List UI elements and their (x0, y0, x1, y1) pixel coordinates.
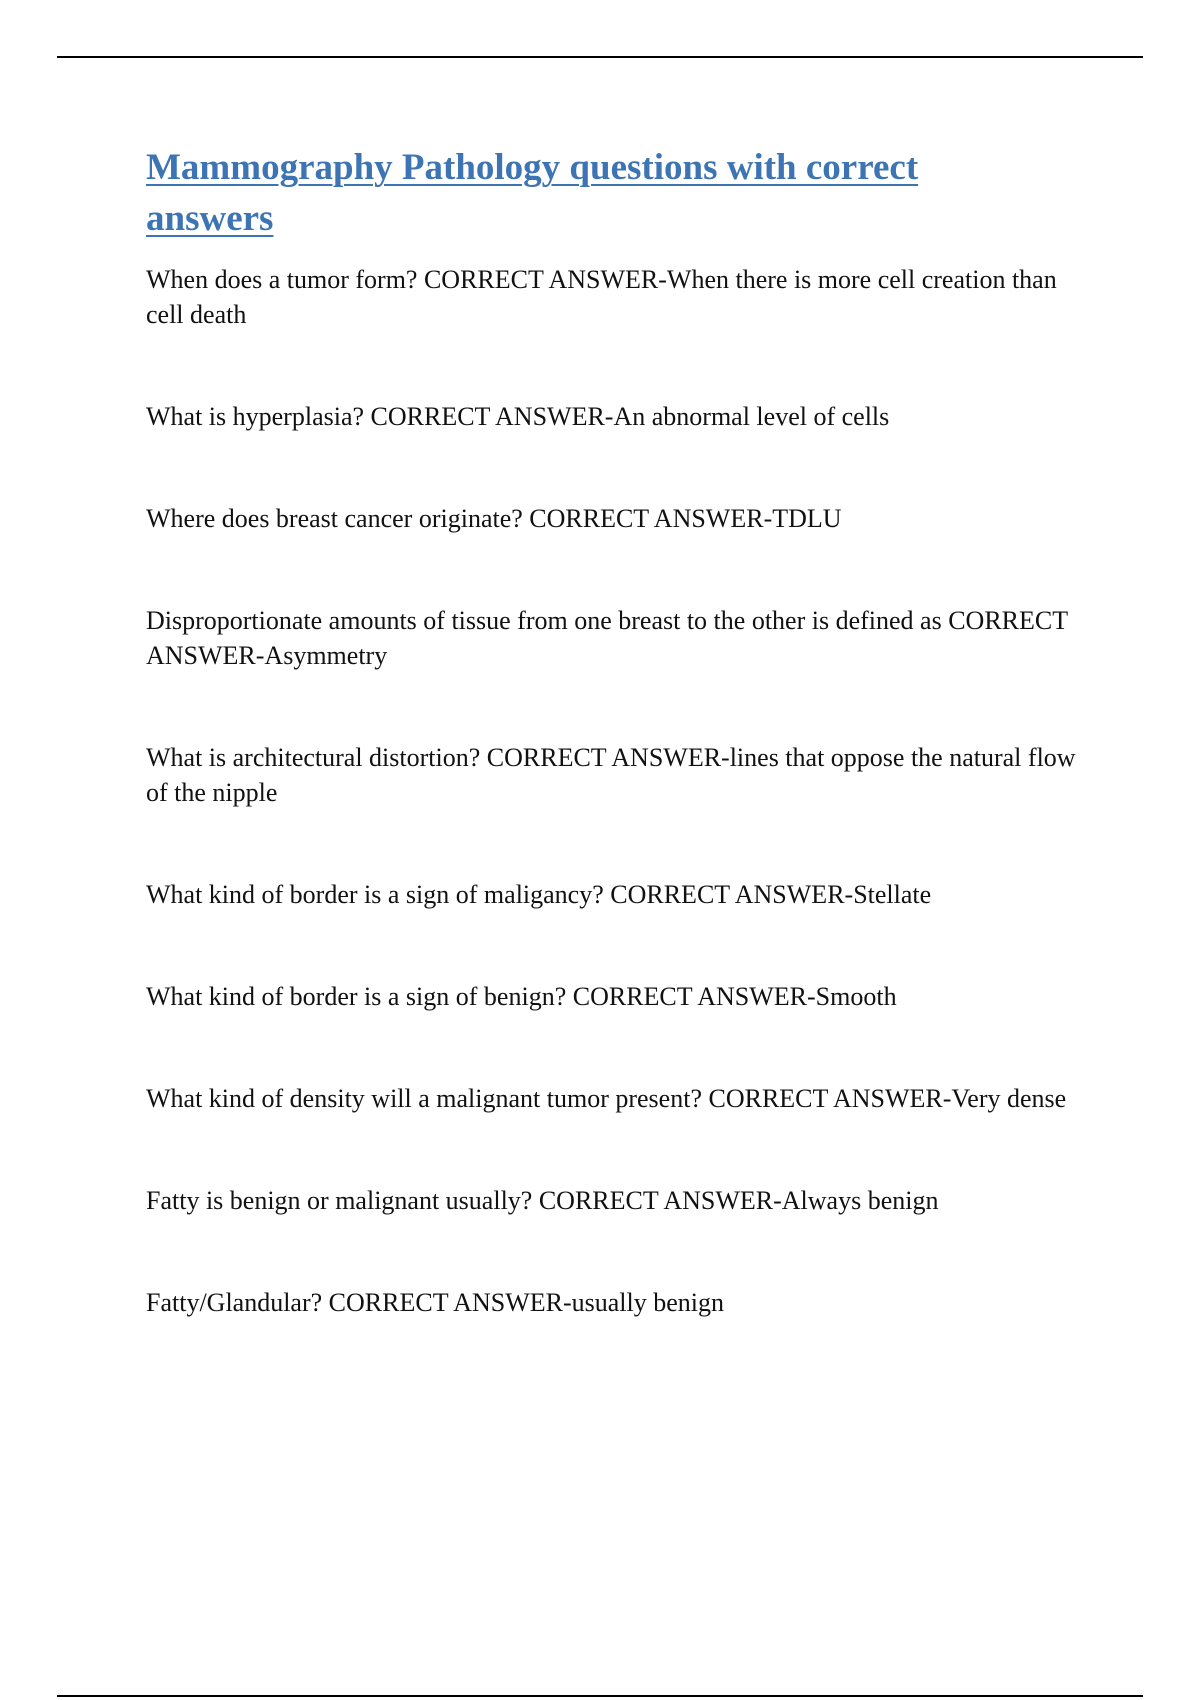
document-body (146, 142, 1096, 1320)
qa-item-10: Fatty/Glandular? CORRECT ANSWER-usually benign (146, 1288, 724, 1317)
qa-item-1: When does a tumor form? CORRECT ANSWER-When there is more cell creation than cell death (146, 265, 1057, 329)
footer-rule (57, 1695, 1143, 1697)
qa-item-4: Disproportionate amounts of tissue from one breast to the other is defined as CORRECT ANSWER-Asymmetry (146, 606, 1068, 670)
qa-list (146, 262, 1096, 1320)
qa-item-7: What kind of border is a sign of benign? CORRECT ANSWER-Smooth (146, 982, 897, 1011)
document-title: Mammography Pathology questions with correct answers (146, 147, 919, 239)
qa-item-3: Where does breast cancer originate? CORRECT ANSWER-TDLU (146, 504, 842, 533)
qa-item-6: What kind of border is a sign of maligancy? CORRECT ANSWER-Stellate (146, 880, 932, 909)
qa-item-8: What kind of density will a malignant tumor present? CORRECT ANSWER-Very dense (146, 1084, 1067, 1113)
qa-item-2: What is hyperplasia? CORRECT ANSWER-An abnormal level of cells (146, 402, 890, 431)
qa-item-5: What is architectural distortion? CORRECT ANSWER-lines that oppose the natural flow of the nipple (146, 743, 1076, 807)
qa-item-9: Fatty is benign or malignant usually? CORRECT ANSWER-Always benign (146, 1186, 939, 1215)
header-rule (57, 56, 1143, 58)
